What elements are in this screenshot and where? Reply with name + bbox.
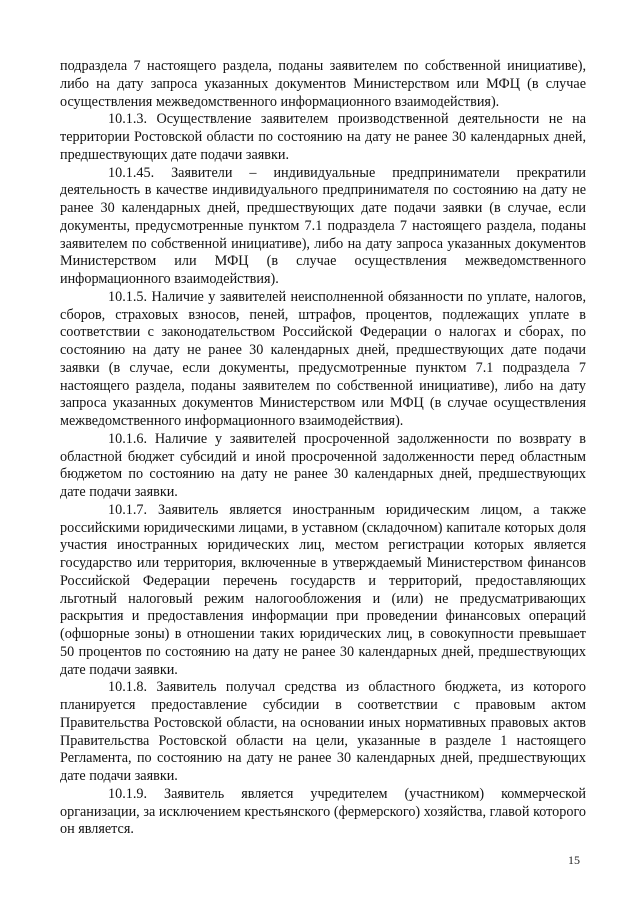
paragraph-10-1-8: 10.1.8. Заявитель получал средства из областного бюджета, из которого планируется предоставление субсидии в соответствии с правовым актом Правительства Ростовской области, на основании иных нормативных правовых актов Правительства Ростовской области на цели, указанные в разделе 1 настоящего Регламента, по состоянию на дату не ранее 30 календарных дней, предшествующих дате подачи заявки. <box>60 679 586 784</box>
paragraph-10-1-7: 10.1.7. Заявитель является иностранным юридическим лицом, а также российскими юридическими лицами, в уставном (складочном) капитале которых доля участия иностранных юридических лиц, местом регистрации которых является государство или территория, включенные в утверждаемый Министерством финансов Российской Федерации перечень государств и территорий, предоставляющих льготный налоговый режим налогообложения и (или) не предусматривающих раскрытия и предоставления информации при проведении финансовых операций (офшорные зоны) в отношении таких юридических лиц, в совокупности превышает 50 процентов по состоянию на дату не ранее 30 календарных дней, предшествующих дате подачи заявки. <box>60 501 586 678</box>
paragraph-10-1-3: 10.1.3. Осуществление заявителем производственной деятельности не на территории Ростовской области по состоянию на дату не ранее 30 календарных дней, предшествующих дате подачи заявки. <box>60 111 586 163</box>
paragraph-10-1-6: 10.1.6. Наличие у заявителей просроченной задолженности по возврату в областной бюджет субсидий и иной просроченной задолженности перед областным бюджетом по состоянию на дату не ранее 30 календарных дней, предшествующих дате подачи заявки. <box>60 430 586 500</box>
paragraph-continuation: подраздела 7 настоящего раздела, поданы заявителем по собственной инициативе), либо на дату запроса указанных документов Министерством или МФЦ (в случае осуществления межведомственного информационного взаимодействия). <box>60 58 586 110</box>
page-number: 15 <box>568 853 580 867</box>
paragraph-10-1-9: 10.1.9. Заявитель является учредителем (участником) коммерческой организации, за исключением крестьянского (фермерского) хозяйства, главой которого он является. <box>60 785 586 838</box>
document-body <box>60 58 586 839</box>
paragraph-10-1-45: 10.1.45. Заявители – индивидуальные предприниматели прекратили деятельность в качестве индивидуального предпринимателя по состоянию на дату не ранее 30 календарных дней, предшествующих дате подачи заявки (в случае, если документы, предусмотренные пунктом 7.1 подраздела 7 настоящего раздела, поданы заявителем по собственной инициативе), либо на дату запроса указанных документов Министерством или МФЦ (в случае осуществления межведомственного информационного взаимодействия). <box>60 164 586 287</box>
paragraph-10-1-5: 10.1.5. Наличие у заявителей неисполненной обязанности по уплате, налогов, сборов, страховых взносов, пеней, штрафов, процентов, подлежащих уплате в соответствии с законодательством Российской Федерации о налогах и сборах, по состоянию на дату не ранее 30 календарных дней, предшествующих дате подачи заявки (в случае, если документы, предусмотренные пунктом 7.1 подраздела 7 настоящего раздела, поданы заявителем по собственной инициативе), либо на дату запроса указанных документов Министерством или МФЦ (в случае осуществления межведомственного информационного взаимодействия). <box>60 288 586 429</box>
